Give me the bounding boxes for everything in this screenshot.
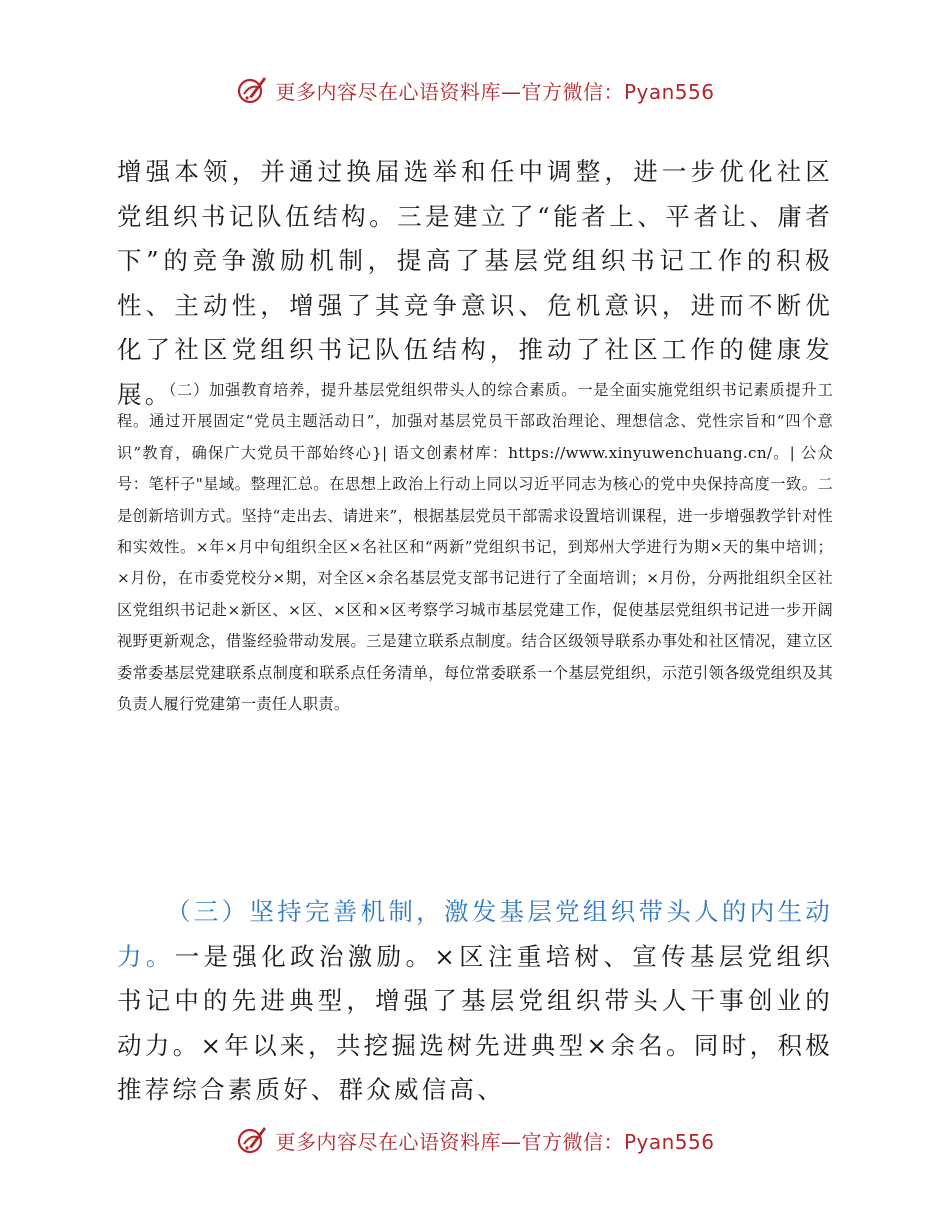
quill-pen-seal-icon xyxy=(235,1123,269,1157)
section-heading-3: （三）坚持完善机制，激发基层党组织带头人的内生动力。 xyxy=(117,897,833,971)
footer-banner-text: 更多内容尽在心语资料库—官方微信：Pyan556 xyxy=(275,1129,715,1154)
footer-banner[interactable] xyxy=(0,1120,950,1160)
paragraph-3 xyxy=(117,890,833,1113)
header-banner[interactable] xyxy=(0,70,950,110)
paragraph-3-body: 一是强化政治激励。×区注重培树、宣传基层党组织书记中的先进典型，增强了基层党组织带头人干事创业的动力。×年以来，共挖掘选树先进典型×余名。同时，积极推荐综合素质好、群众威信高、 xyxy=(117,941,833,1105)
quill-pen-seal-icon xyxy=(235,73,269,107)
paragraph-1: 增强本领，并通过换届选举和任中调整，进一步优化社区党组织书记队伍结构。三是建立了“能者上、平者让、庸者下”的竞争激励机制，提高了基层党组织书记工作的积极性、主动性，增强了其竞争意识、危机意识，进而不断优化了社区党组织书记队伍结构，推动了社区工作的健康发展。 xyxy=(117,157,833,409)
paragraph-2: （二）加强教育培养，提升基层党组织带头人的综合素质。一是全面实施党组织书记素质提升工程。通过开展固定“党员主题活动日”，加强对基层党员干部政治理论、理想信念、党性宗旨和“四个意识”教育，确保广大党员干部始终心}| 语文创素材库：https://www.xinyuwenchuang.cn/。| 公众号：笔杆子"星域。整理汇总。在思想上政治上行动上同以习近平同志为核心的党中央保持高度一致。二是创新培训方式。坚持“走出去、请进来”，根据基层党员干部需求设置培训课程，进一步增强教学针对性和实效性。×年×月中旬组织全区×名社区和“两新”党组织书记，到郑州大学进行为期×天的集中培训；×月份，在市委党校分×期，对全区×余名基层党支部书记进行了全面培训；×月份，分两批组织全区社区党组织书记赴×新区、×区、×区和×区考察学习城市基层党建工作，促使基层党组织书记进一步开阔视野更新观念，借鉴经验带动发展。三是建立联系点制度。结合区级领导联系办事处和社区情况，建立区委常委基层党建联系点制度和联系点任务清单，每位常委联系一个基层党组织，示范引领各级党组织及其负责人履行党建第一责任人职责。 xyxy=(117,381,833,714)
document-body-middle xyxy=(117,375,833,720)
document-body-bottom xyxy=(117,890,833,1113)
header-banner-text: 更多内容尽在心语资料库—官方微信：Pyan556 xyxy=(275,79,715,104)
